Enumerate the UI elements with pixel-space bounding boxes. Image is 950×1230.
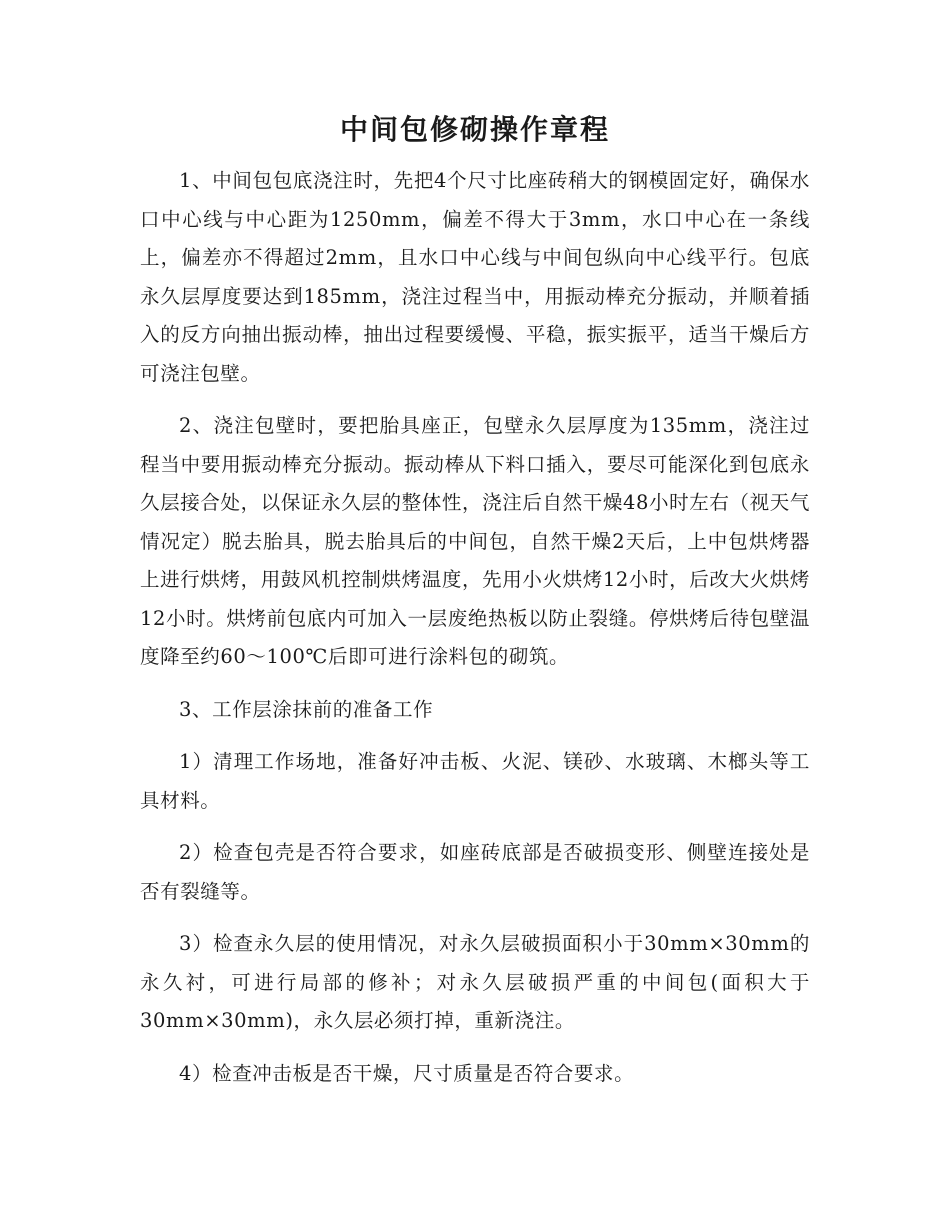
paragraph-3-item-3: 3）检查永久层的使用情况，对永久层破损面积小于30mm×30mm的永久衬，可进行局部的修补；对永久层破损严重的中间包(面积大于30mm×30mm)，永久层必须打掉，重新浇注。 (140, 932, 810, 1032)
paragraph-3-heading: 3、工作层涂抹前的准备工作 (179, 697, 434, 721)
paragraph-3-item-4: 4）检查冲击板是否干燥，尺寸质量是否符合要求。 (179, 1061, 635, 1085)
paragraph-3-item-2: 2）检查包壳是否符合要求，如座砖底部是否破损变形、侧壁连接处是否有裂缝等。 (140, 841, 810, 903)
document-body (140, 162, 810, 1107)
paragraph-3-item-1: 1）清理工作场地，准备好冲击板、火泥、镁砂、水玻璃、木榔头等工具材料。 (140, 750, 810, 812)
paragraph-1: 1、中间包包底浇注时，先把4个尺寸比座砖稍大的钢模固定好，确保水口中心线与中心距为1250mm，偏差不得大于3mm，水口中心在一条线上，偏差亦不得超过2mm，且水口中心线与中间包纵向中心线平行。包底永久层厚度要达到185mm，浇注过程当中，用振动棒充分振动，并顺着插入的反方向抽出振动棒，抽出过程要缓慢、平稳，振实振平，适当干燥后方可浇注包壁。 (140, 169, 810, 385)
paragraph-2: 2、浇注包壁时，要把胎具座正，包壁永久层厚度为135mm，浇注过程当中要用振动棒充分振动。振动棒从下料口插入，要尽可能深化到包底永久层接合处，以保证永久层的整体性，浇注后自然干燥48小时左右（视天气情况定）脱去胎具，脱去胎具后的中间包，自然干燥2天后，上中包烘烤器上进行烘烤，用鼓风机控制烘烤温度，先用小火烘烤12小时，后改大火烘烤12小时。烘烤前包底内可加入一层废绝热板以防止裂缝。停烘烤后待包壁温度降至约60～100℃后即可进行涂料包的砌筑。 (140, 414, 810, 668)
document-title: 中间包修砌操作章程 (339, 113, 610, 146)
